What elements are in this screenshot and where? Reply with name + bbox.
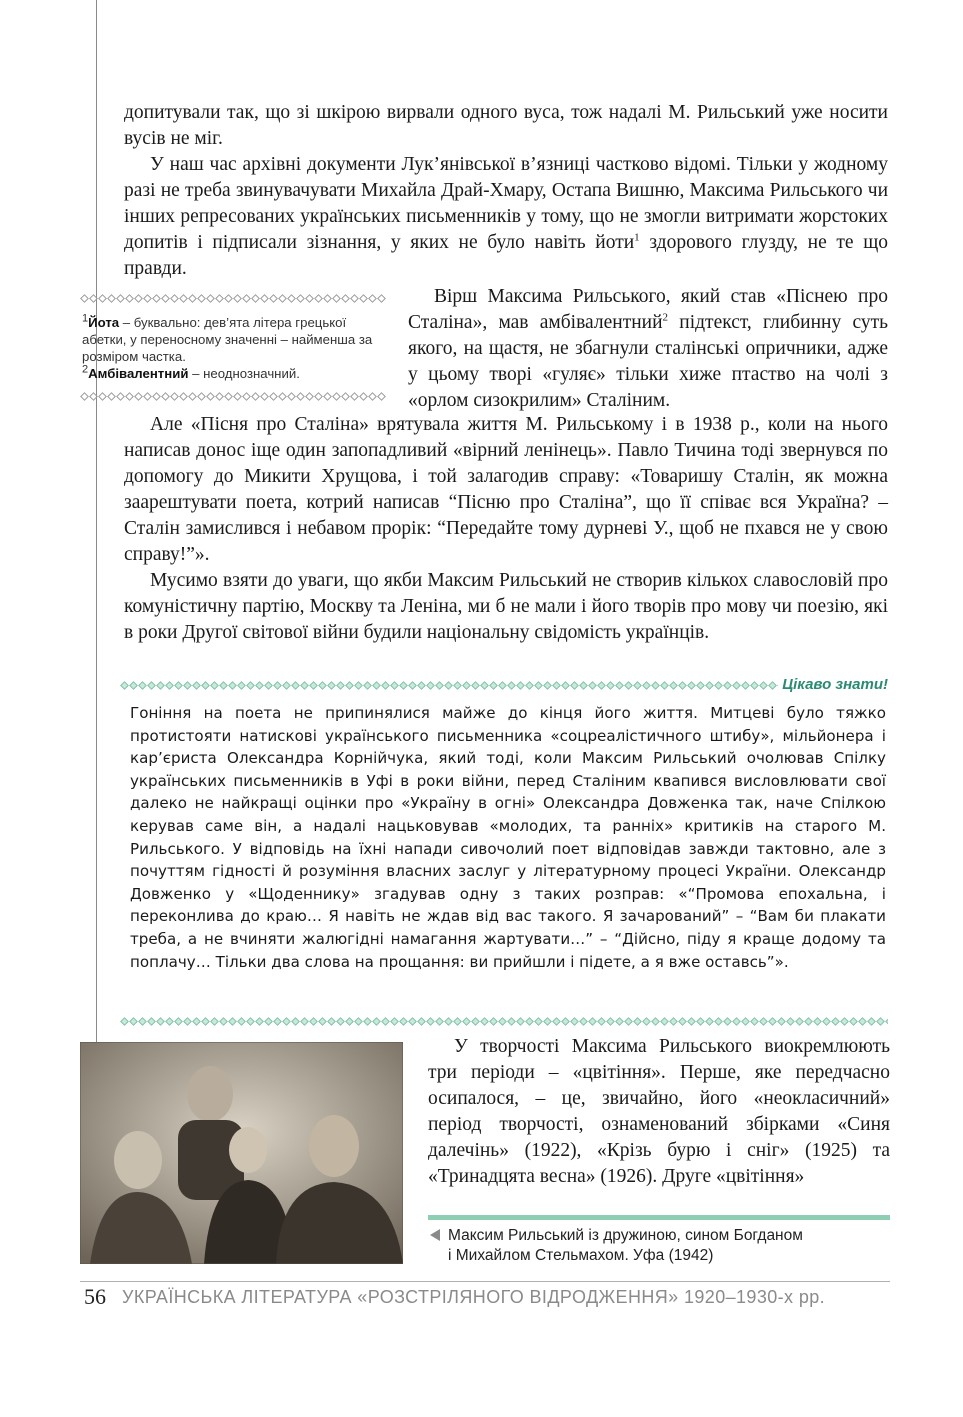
footnote-ref-1[interactable]: 1	[634, 231, 640, 244]
caption-bar	[428, 1215, 890, 1220]
body-text-right	[408, 284, 888, 414]
footnote-1: $^1$Йота – буквально: дев’ята літера грецької абетки, у переносному значенні – найменша за розміром частка.	[82, 312, 373, 364]
footnote-text	[80, 308, 386, 388]
fact-box-label: Цікаво знати!	[778, 676, 888, 693]
body-text-bottom	[428, 1034, 890, 1190]
paragraph-periods: У творчості Максима Рильського виокремлюють три періоди – «цвітіння». Перше, яке передчасно осипалося, – це, звичайно, його «неокласичний» період творчості, ознаменований збірками «Синя далечінь» (1922), «Крізь бурю і сніг» (1925) та «Тринадцята весна» (1926). Друге «цвітіння»	[428, 1036, 890, 1187]
margin-rule	[96, 0, 97, 1095]
paragraph-song-about-stalin: Вірш Максима Рильського, який став «Піснею про Сталіна», мав амбівалентний$^2$ підтекст, глибинну суть якого, на щастя, не збагнули сталінські опричники, адже у цьому творі «гуляє» тільки хиже птаство на чолі з «орлом сизокрилим» Сталіним.	[408, 286, 889, 411]
footnote-2: $^2$Амбівалентний – неоднозначний.	[82, 363, 300, 381]
caption-line-2: і Михайлом Стельмахом. Уфа (1942)	[448, 1247, 714, 1264]
body-text-mid	[124, 412, 888, 646]
ornament-border-bottom	[80, 392, 386, 401]
caption-line-1: Максим Рильський із дружиною, сином Богданом	[448, 1227, 803, 1244]
photo-caption	[430, 1226, 890, 1266]
paragraph-praise-songs: Мусимо взяти до уваги, що якби Максим Рильський не створив кількох славословій про комуністичну партію, Москву та Леніна, ми б не мали і його творів про мову чи поезію, які в роки Другої світової війни будили національну свідомість українців.	[124, 570, 888, 643]
body-text-top	[124, 100, 888, 282]
fact-box-header	[120, 676, 888, 696]
fact-box-footer	[120, 1013, 888, 1022]
caption-arrow-icon	[430, 1229, 440, 1241]
footer-rule	[80, 1281, 890, 1282]
running-title: УКРАЇНСЬКА ЛІТЕРАТУРА «РОЗСТРІЛЯНОГО ВІДРОДЖЕННЯ» 1920–1930-х рр.	[122, 1287, 826, 1307]
paragraph-continued: допитували так, що зі шкірою вирвали одного вуса, тож надалі М. Рильський уже носити вусів не міг.	[124, 102, 888, 149]
page-number: 56	[84, 1284, 106, 1309]
ornament-border-top	[80, 294, 386, 303]
footnote-ref-2[interactable]: 2	[662, 311, 669, 324]
paragraph-1938: Але «Пісня про Сталіна» врятувала життя М. Рильському і в 1938 р., коли на нього написав донос іще один запопадливий «вірний ленінець». Павло Тичина тоді звернувся по допомогу до Микити Хрущова, і той залагодив справу: «Товаришу Сталін, як можна заарештувати поета, котрий написав “Пісню про Сталіна”, що її співає вся Україна? – Сталін замислився і небавом прорік: “Передайте тому дурневі У., щоб не пхався не у свою справу!”».	[124, 414, 888, 565]
family-photo	[80, 1042, 403, 1264]
fact-ornament-bottom	[120, 1017, 888, 1026]
footnote-box	[80, 290, 386, 406]
fact-box-text: Гоніння на поета не припинялися майже до кінця його життя. Митцеві було тяжко протистояти натискові українського письменника «соцреалістичного штибу», мільйонера і кар’єриста Олександра Корнійчука, який тоді, коли Максим Рильський очолював Спілку українських письменників в Уфі в роки війни, перед Сталіним квапився висловлювати свої далеко не найкращі оцінки про «Україну в огні» Олександра Довженка так, наче Спілкою керував саме він, а надалі нацьковував «молодих, та ранніх» критиків на старого М. Рильського. У відповідь на їхні напади сивочолий поет відповідав завжди тактовно, але з почуттям гідності й розуміння власних заслуг у літературному процесі України. Олександр Довженко у «Щоденнику» згадував одну з таких розправ: «“Промова епохальна, і переконлива до краю… Я навіть не ждав від вас такого. Я зачарований” – “Вам би плакати треба, а не вчиняти жалюгідні намагання жартувати…” – “Дійсно, піду я краще додому та поплачу… Тільки два слова на прощання: ви прийшли і підете, а я вже оставсь”».	[130, 704, 886, 971]
paragraph-archives: У наш час архівні документи Лук’янівської в’язниці частково відомі. Тільки у жодному разі не треба звинувачувати Михайла Драй-Хмару, Остапа Вишню, Максима Рильського чи інших репресованих українських письменників у тому, що не змогли витримати жорстоких допитів і підписали зізнання, у яких не було навіть йоти$^1$ здорового глузду, не те що правди.	[124, 154, 889, 279]
fact-ornament-top	[120, 676, 888, 696]
